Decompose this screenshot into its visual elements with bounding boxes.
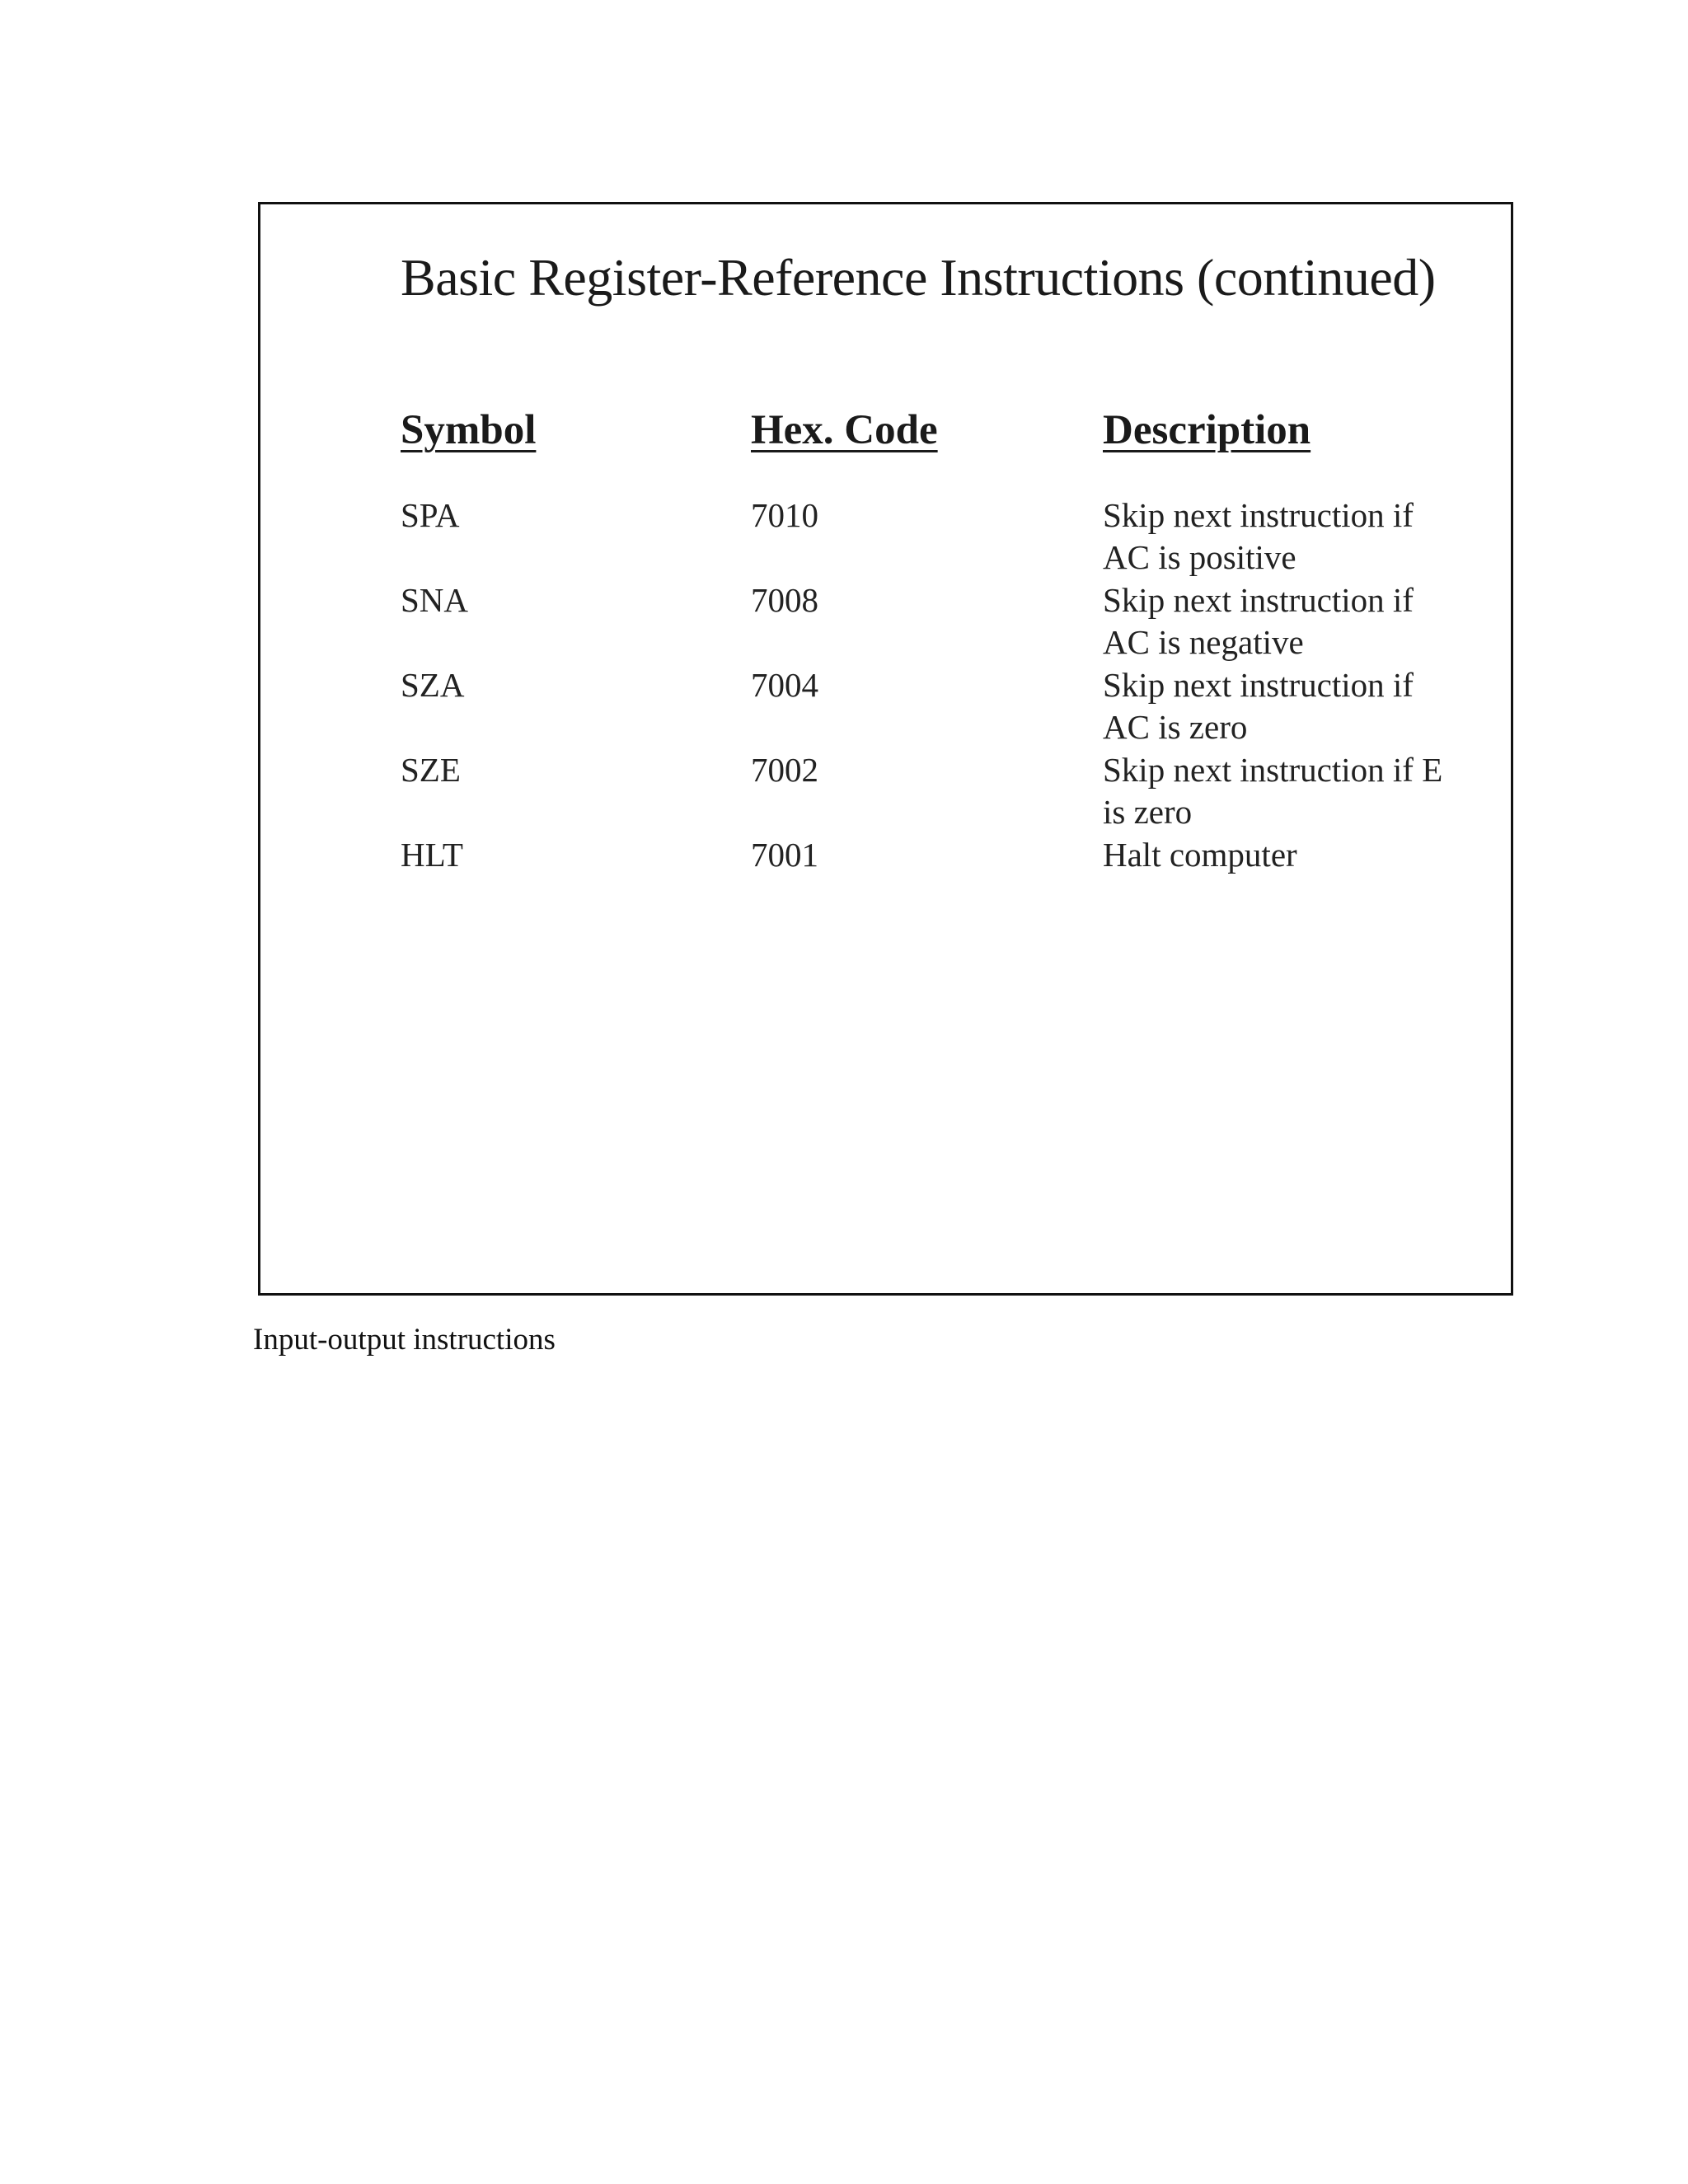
table-row-symbol: SNA xyxy=(401,581,469,619)
table-row-hex: 7001 xyxy=(751,836,818,874)
table-row-description: Skip next instruction if AC is positive xyxy=(1103,496,1414,576)
table-row-hex: 7002 xyxy=(751,751,818,789)
slide-frame xyxy=(258,202,1513,1296)
table-row-symbol: SPA xyxy=(401,496,460,534)
table-row-description: Skip next instruction if AC is negative xyxy=(1103,581,1414,661)
slide-title: Basic Register-Reference Instructions (continued) xyxy=(401,248,1436,307)
table-row-symbol: HLT xyxy=(401,836,463,874)
table-row-symbol: SZA xyxy=(401,666,465,704)
table-row-symbol: SZE xyxy=(401,751,461,789)
table-row-hex: 7010 xyxy=(751,496,818,534)
caption-text: Input-output instructions xyxy=(253,1323,556,1357)
table-row-description: Halt computer xyxy=(1103,836,1297,874)
table-row-hex: 7004 xyxy=(751,666,818,704)
table-row-description: Skip next instruction if E is zero xyxy=(1103,751,1443,831)
table-row-hex: 7008 xyxy=(751,581,818,619)
table-row-description: Skip next instruction if AC is zero xyxy=(1103,666,1414,746)
column-header-description: Description xyxy=(1103,407,1311,453)
column-header-hex-code: Hex. Code xyxy=(751,407,938,453)
column-header-symbol: Symbol xyxy=(401,407,537,453)
